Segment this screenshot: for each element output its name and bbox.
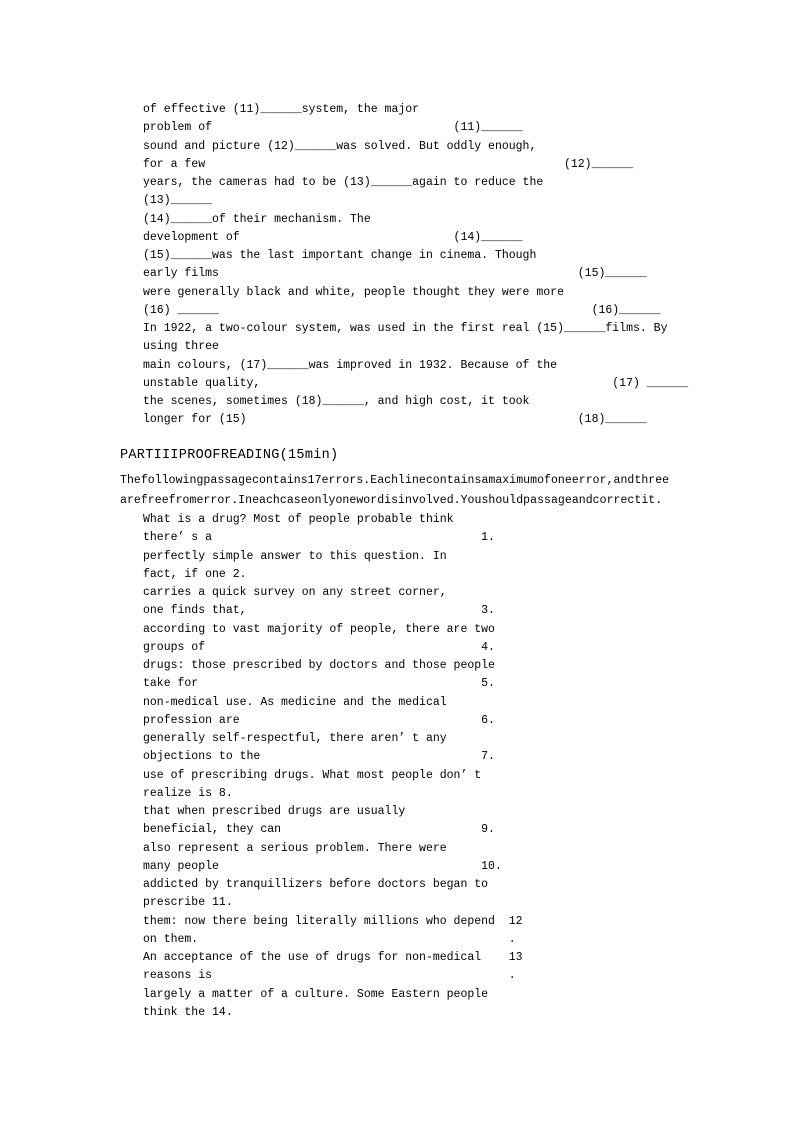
- text-line: (13)______: [143, 194, 213, 208]
- text-line: on them. .: [143, 932, 516, 946]
- cloze-passage-section: [143, 101, 688, 430]
- text-line: An acceptance of the use of drugs for non-medical 13: [143, 951, 523, 964]
- text-line: the scenes, sometimes (18)______, and high cost, it took: [143, 395, 530, 408]
- text-line: also represent a serious problem. There were: [143, 841, 447, 855]
- text-line: longer for (15) (18)______: [143, 413, 647, 427]
- text-line: main colours, (17)______was improved in 1932. Because of the: [143, 358, 558, 372]
- text-line: prescribe 11.: [143, 896, 233, 910]
- text-line: drugs: those prescribed by doctors and those people: [143, 659, 495, 672]
- text-line: there’ s a 1.: [143, 531, 495, 545]
- text-line: development of (14)______: [143, 230, 523, 244]
- text-line: fact, if one 2.: [143, 567, 247, 581]
- text-line: according to vast majority of people, there are two: [143, 622, 495, 636]
- text-line: unstable quality, (17) ______: [143, 376, 689, 390]
- text-line: (16) ______ (16)______: [143, 303, 661, 317]
- text-line: objections to the 7.: [143, 750, 495, 764]
- text-line: many people 10.: [143, 859, 502, 873]
- text-line: were generally black and white, people thought they were more: [143, 285, 564, 299]
- part-heading: PARTIIIPROOFREADING(15min): [120, 448, 339, 463]
- text-line: What is a drug? Most of people probable think: [143, 513, 454, 526]
- text-line: groups of 4.: [143, 640, 495, 654]
- text-line: years, the cameras had to be (13)______again to reduce the: [143, 176, 544, 189]
- proofreading-passage: [143, 511, 523, 1022]
- text-line: carries a quick survey on any street corner,: [143, 586, 447, 599]
- text-line: (14)______of their mechanism. The: [143, 212, 371, 226]
- text-line: of effective (11)______system, the major: [143, 103, 420, 116]
- text-line: (15)______was the last important change in cinema. Though: [143, 249, 537, 262]
- text-line: early films (15)______: [143, 267, 647, 281]
- text-line: sound and picture (12)______was solved. But oddly enough,: [143, 139, 537, 153]
- text-line: using three: [143, 340, 219, 354]
- text-line: think the 14.: [143, 1005, 233, 1019]
- text-line: for a few (12)______: [143, 157, 633, 171]
- text-line: one finds that, 3.: [143, 604, 495, 618]
- text-line: Thefollowingpassagecontains17errors.Eachlinecontainsamaximumofoneerror,andthree: [120, 474, 670, 487]
- text-line: non-medical use. As medicine and the medical: [143, 695, 447, 709]
- text-line: problem of (11)______: [143, 121, 523, 135]
- text-line: them: now there being literally millions who depend 12: [143, 914, 523, 928]
- text-line: profession are 6.: [143, 713, 495, 727]
- text-line: In 1922, a two-colour system, was used in the first real (15)______films. By: [143, 322, 668, 335]
- text-line: perfectly simple answer to this question. In: [143, 549, 447, 563]
- text-line: take for 5.: [143, 677, 495, 691]
- text-line: beneficial, they can 9.: [143, 823, 495, 837]
- text-line: generally self-respectful, there aren’ t any: [143, 732, 447, 745]
- text-line: use of prescribing drugs. What most people don’ t: [143, 768, 482, 782]
- text-line: largely a matter of a culture. Some Eastern people: [143, 987, 489, 1001]
- proofreading-instructions: [120, 471, 669, 511]
- text-line: that when prescribed drugs are usually: [143, 805, 406, 818]
- text-line: addicted by tranquillizers before doctors began to: [143, 878, 489, 891]
- text-line: arefreefromerror.Ineachcaseonlyonewordisinvolved.Youshouldpassageandcorrectit.: [120, 494, 663, 507]
- text-line: realize is 8.: [143, 786, 233, 800]
- text-line: reasons is .: [143, 969, 516, 983]
